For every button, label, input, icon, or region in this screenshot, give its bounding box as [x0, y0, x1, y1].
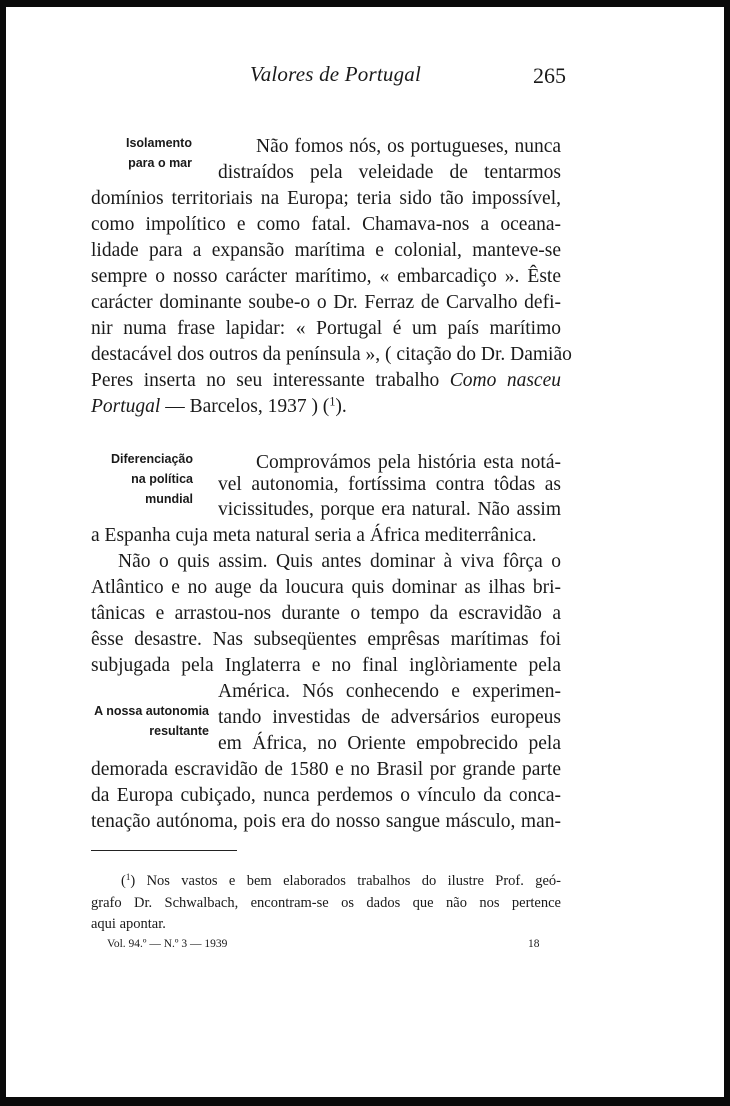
- text-line: destacável dos outros da península », ( citação do Dr. Damião: [91, 344, 572, 365]
- margin-note-isolamento: [96, 133, 192, 173]
- footnote-divider: [91, 850, 237, 851]
- volume-line: Vol. 94.º — N.º 3 — 1939: [107, 938, 228, 950]
- margin-note-line: Diferenciação: [111, 452, 193, 466]
- text-line: subjugada pela Inglaterra e no final inglòriamente pela: [91, 655, 561, 676]
- text-line: [91, 368, 561, 394]
- signature-mark: 18: [528, 938, 540, 950]
- text-line: da Europa cubiçado, nunca perdemos o vínculo da conca-: [91, 785, 561, 806]
- margin-note-line: na política: [131, 472, 193, 486]
- footnote-text: Nos vastos e bem elaborados trabalhos do ilustre Prof. geó-: [146, 873, 561, 889]
- text-line: como impolítico e como fatal. Chamava-nos a oceana-: [91, 214, 561, 235]
- margin-note-line: A nossa autonomia: [94, 704, 209, 718]
- text-line: Não o quis assim. Quis antes dominar à viva fôrça o: [118, 551, 561, 572]
- book-title: Portugal: [91, 396, 161, 417]
- margin-note-autonomia: [88, 701, 209, 741]
- text-segment: — Barcelos, 1937 ) (: [160, 396, 330, 417]
- text-line: América. Nós conhecendo e experimen-: [218, 681, 561, 702]
- text-line: vel autonomia, fortíssima contra tôdas as: [218, 474, 561, 495]
- text-line: êsse desastre. Nas subseqüentes emprêsas marítimas foi: [91, 629, 561, 650]
- margin-note-diferenciacao: [92, 449, 193, 509]
- text-line: sempre o nosso carácter marítimo, « embarcadiço ». Êste: [91, 266, 561, 287]
- text-line: Não fomos nós, os portugueses, nunca: [256, 136, 561, 157]
- text-line: tando investidas de adversários europeus: [218, 707, 561, 728]
- text-line: lidade para a expansão marítima e colonial, manteve-se: [91, 240, 561, 261]
- footnote-marker: ($^1$): [121, 872, 136, 889]
- footnote-ref[interactable]: 1: [329, 394, 336, 409]
- book-title: Como nasceu: [449, 370, 561, 391]
- text-line: domínios territoriais na Europa; teria sido tão impossível,: [91, 188, 561, 209]
- text-line: nir numa frase lapidar: « Portugal é um país marítimo: [91, 318, 561, 339]
- footnote-line: [121, 870, 561, 892]
- text-line: em África, no Oriente empobrecido pela: [218, 733, 561, 754]
- margin-note-line: para o mar: [128, 156, 192, 170]
- text-line: Comprovámos pela história esta notá-: [256, 452, 561, 473]
- page-number: 265: [533, 63, 566, 88]
- margin-note-line: resultante: [149, 724, 209, 738]
- footnote-line: grafo Dr. Schwalbach, encontram-se os dados que não nos pertence: [91, 895, 561, 911]
- text-line: vicissitudes, porque era natural. Não assim: [218, 499, 561, 520]
- text-line: a Espanha cuja meta natural seria a África mediterrânica.: [91, 525, 537, 546]
- margin-note-line: Isolamento: [126, 136, 192, 150]
- text-segment: Peres inserta no seu interessante trabalho: [91, 370, 440, 391]
- text-line: distraídos pela veleidade de tentarmos: [218, 162, 561, 183]
- running-head-title: Valores de Portugal: [250, 62, 422, 86]
- text-line: tenação autónoma, pois era do nosso sangue másculo, man-: [91, 811, 561, 832]
- text-segment: ).: [335, 396, 347, 417]
- text-line: [91, 394, 561, 420]
- text-line: carácter dominante soube-o o Dr. Ferraz de Carvalho defi-: [91, 292, 561, 313]
- text-line: Atlântico e no auge da loucura quis dominar as ilhas bri-: [91, 577, 561, 598]
- margin-note-line: mundial: [145, 492, 193, 506]
- footnote-line: aqui apontar.: [91, 916, 166, 932]
- text-line: tânicas e arrastou-nos durante o tempo da escravidão a: [91, 603, 561, 624]
- text-line: demorada escravidão de 1580 e no Brasil por grande parte: [91, 759, 561, 780]
